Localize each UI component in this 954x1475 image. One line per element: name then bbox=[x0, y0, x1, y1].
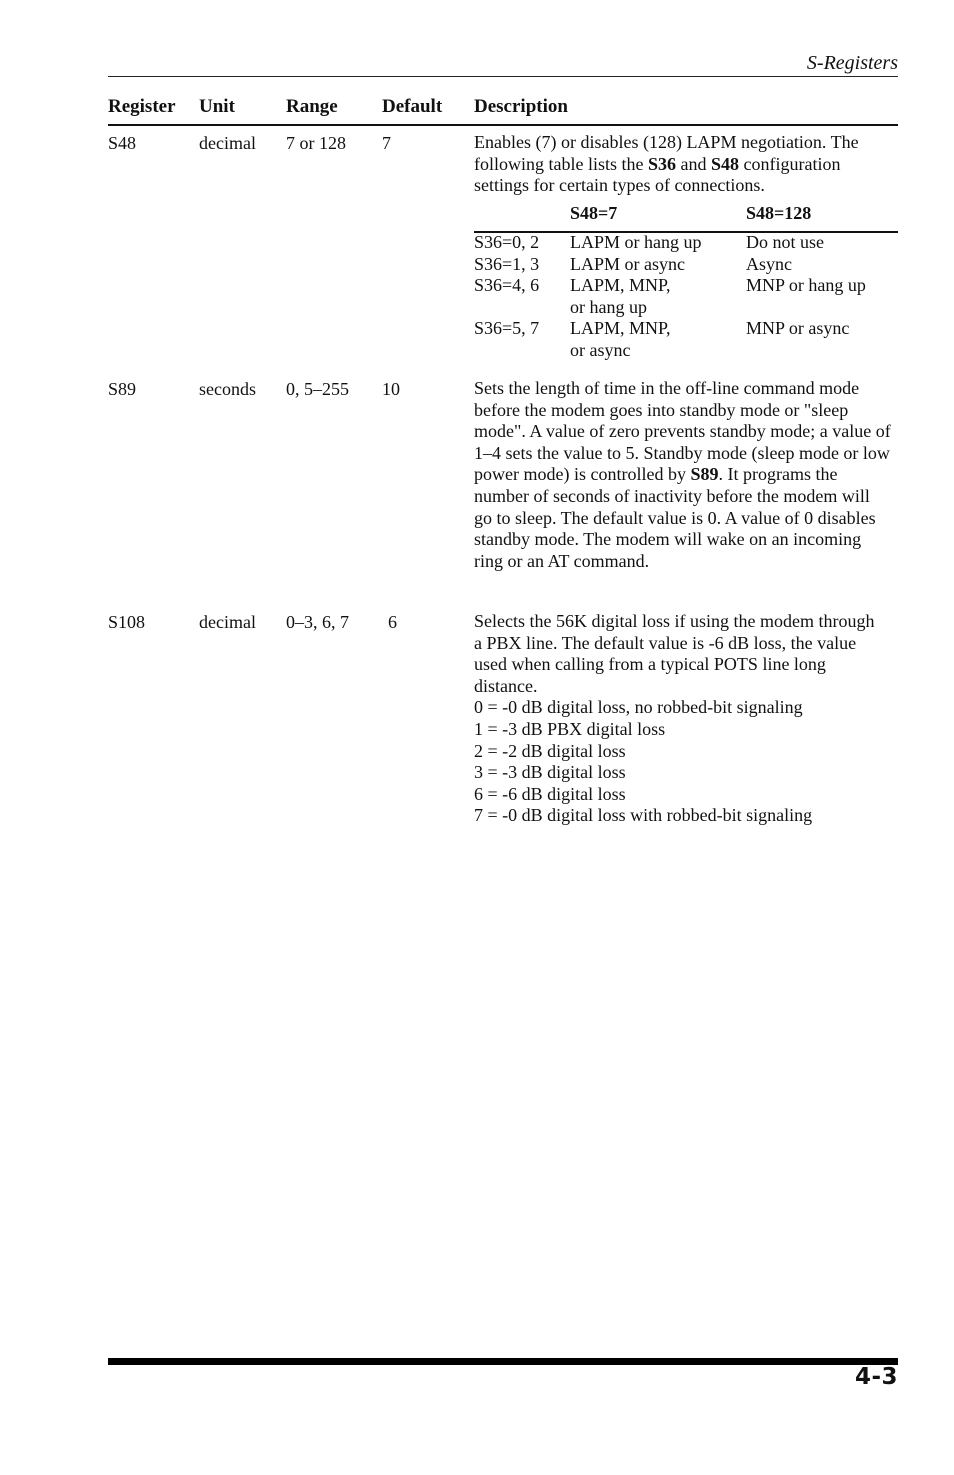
s48-128-behavior: MNP or hang up bbox=[746, 275, 866, 296]
subtable-header-s48-7: S48=7 bbox=[570, 203, 618, 223]
description-text: Sets the length of time in the off-line command mode before the modem goes into standby mode or "sleep mode". A value of zero prevents standby mode; a value of 1–4 sets the value to 5. Standby mode (sleep mode or low power mode) is controlled by bbox=[474, 378, 891, 485]
register-unit: decimal bbox=[199, 133, 256, 153]
s48-7-behavior: LAPM or async bbox=[570, 253, 685, 274]
option-item: 7 = -0 dB digital loss with robbed-bit signaling bbox=[474, 805, 813, 826]
description-text: Enables (7) or disables (128) LAPM negotiation. The following table lists the bbox=[474, 132, 859, 174]
description-bold: S36 bbox=[647, 153, 676, 174]
register-range: 7 or 128 bbox=[286, 133, 346, 153]
register-default: 6 bbox=[388, 612, 397, 632]
option-item: 2 = -2 dB digital loss bbox=[474, 740, 626, 761]
description-bold: S89 bbox=[690, 464, 719, 485]
footer-rule bbox=[108, 1358, 898, 1365]
register-name: S48 bbox=[108, 133, 137, 153]
column-header-range: Range bbox=[286, 96, 338, 117]
option-item: 3 = -3 dB digital loss bbox=[474, 762, 626, 783]
s36-setting: S36=5, 7 bbox=[474, 318, 540, 339]
s48-7-behavior-line: or async bbox=[570, 339, 631, 360]
s48-7-behavior-line: or hang up bbox=[570, 296, 647, 317]
register-range: 0–3, 6, 7 bbox=[286, 612, 349, 632]
register-description bbox=[474, 611, 884, 827]
register-default: 10 bbox=[382, 379, 400, 399]
header-rule bbox=[108, 76, 898, 77]
column-header-register: Register bbox=[108, 96, 176, 117]
s48-7-behavior-line: LAPM, MNP, bbox=[570, 275, 671, 296]
register-name: S108 bbox=[108, 612, 146, 632]
manual-page bbox=[108, 0, 898, 1475]
column-header-description: Description bbox=[474, 96, 568, 117]
register-description bbox=[474, 378, 892, 572]
page-number: 4-3 bbox=[854, 1364, 898, 1390]
s36-setting: S36=4, 6 bbox=[474, 275, 540, 296]
column-header-default: Default bbox=[382, 96, 443, 117]
s48-7-behavior bbox=[570, 275, 740, 318]
s48-128-behavior: MNP or async bbox=[746, 318, 850, 339]
option-item: 1 = -3 dB PBX digital loss bbox=[474, 718, 666, 739]
register-description bbox=[474, 132, 898, 197]
register-default: 7 bbox=[382, 133, 391, 153]
register-name: S89 bbox=[108, 379, 137, 399]
s36-s48-settings-table bbox=[474, 203, 898, 363]
s36-setting: S36=0, 2 bbox=[474, 232, 540, 252]
s48-128-behavior: Async bbox=[746, 253, 792, 274]
s48-7-behavior bbox=[570, 318, 740, 361]
s48-128-behavior: Do not use bbox=[746, 232, 824, 252]
description-text: Selects the 56K digital loss if using the modem through a PBX line. The default value is -6 dB loss, the value used when calling from a typical POTS line long distance. bbox=[474, 611, 875, 696]
description-bold: S48 bbox=[711, 153, 740, 174]
s48-7-behavior: LAPM or hang up bbox=[570, 232, 702, 252]
running-header-title: S-Registers bbox=[806, 52, 898, 74]
column-header-unit: Unit bbox=[199, 96, 235, 117]
register-range: 0, 5–255 bbox=[286, 379, 349, 399]
subtable-header-s48-128: S48=128 bbox=[746, 203, 812, 223]
register-unit: decimal bbox=[199, 612, 256, 632]
description-text: and bbox=[676, 153, 711, 174]
s36-setting: S36=1, 3 bbox=[474, 253, 540, 274]
s48-7-behavior-line: LAPM, MNP, bbox=[570, 318, 671, 339]
register-unit: seconds bbox=[199, 379, 256, 399]
option-item: 0 = -0 dB digital loss, no robbed-bit signaling bbox=[474, 697, 803, 718]
option-item: 6 = -6 dB digital loss bbox=[474, 783, 626, 804]
description-text: . It programs the number of seconds of inactivity before the modem will go to sleep. The default value is 0. A value of 0 disables standby mode. The modem will wake on an incoming ring or an AT command. bbox=[474, 464, 876, 571]
description-text: configuration settings for certain types of connections. bbox=[474, 153, 841, 196]
table-header-rule bbox=[108, 124, 898, 126]
